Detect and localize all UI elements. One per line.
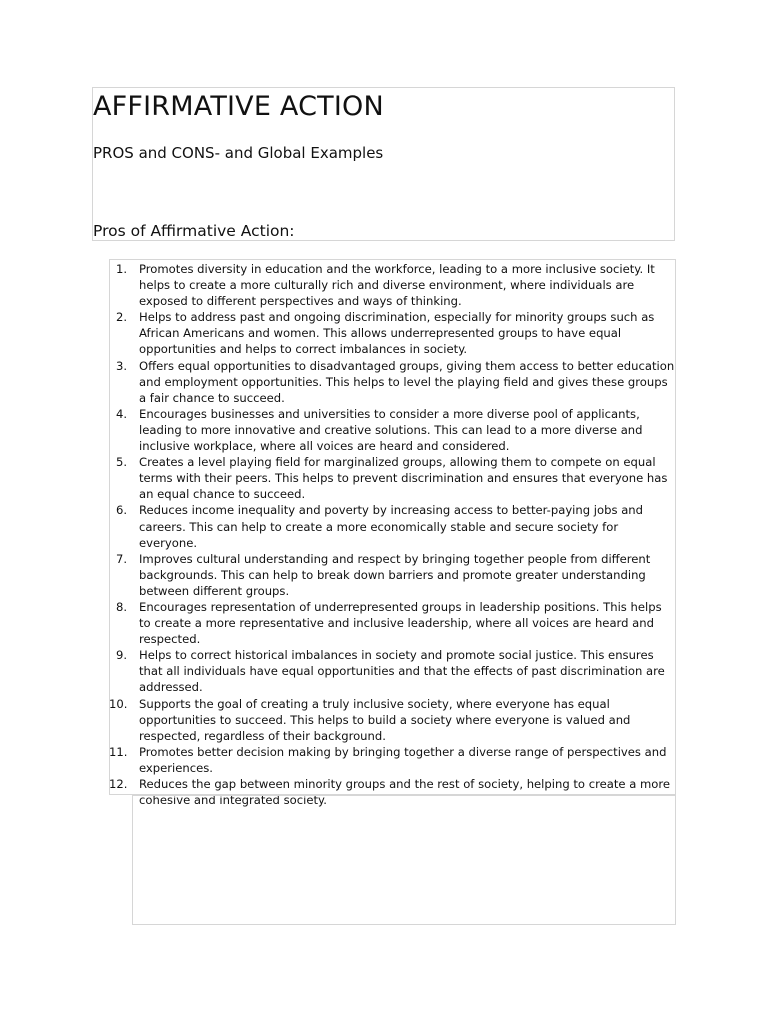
list-item-text: Encourages representation of underrepresented groups in leadership positions. This helps to create a more representative and inclusive leadership, where all voices are heard and respected. bbox=[139, 599, 662, 647]
list-item bbox=[109, 309, 676, 357]
list-item-text: Supports the goal of creating a truly inclusive society, where everyone has equal opportunities to succeed. This helps to build a society where everyone is valued and respected, regardless of their background. bbox=[139, 696, 631, 743]
list-item bbox=[109, 358, 676, 406]
section-heading-pros: Pros of Affirmative Action: bbox=[93, 222, 295, 240]
list-item-number: 11. bbox=[109, 744, 128, 759]
pros-list bbox=[109, 261, 676, 808]
empty-text-box bbox=[132, 795, 676, 925]
list-item-number: 10. bbox=[109, 696, 128, 711]
list-item bbox=[109, 744, 676, 776]
list-item-number: 5. bbox=[115, 455, 127, 470]
list-item-number: 4. bbox=[115, 406, 127, 421]
list-item bbox=[109, 454, 676, 502]
document-title: AFFIRMATIVE ACTION bbox=[93, 91, 384, 122]
list-item-text: Reduces the gap between minority groups and the rest of society, helping to create a more cohesive and integrated society. bbox=[139, 777, 671, 808]
list-item bbox=[109, 599, 676, 647]
list-item-number: 3. bbox=[115, 358, 127, 373]
list-item-text: Reduces income inequality and poverty by increasing access to better-paying jobs and careers. This can help to create a more economically stable and secure society for everyone. bbox=[139, 503, 644, 550]
list-item-text: Offers equal opportunities to disadvantaged groups, giving them access to better education and employment opportunities. This helps to level the playing field and gives these groups a fair chance to succeed. bbox=[139, 358, 675, 405]
list-item-number: 12. bbox=[109, 777, 128, 791]
list-item-text: Improves cultural understanding and respect by bringing together people from different backgrounds. This can help to break down barriers and promote greater understanding between different groups. bbox=[139, 551, 651, 598]
list-item bbox=[109, 696, 676, 744]
list-item bbox=[109, 647, 676, 695]
list-item bbox=[109, 551, 676, 599]
list-item-number: 1. bbox=[115, 262, 127, 276]
list-item-text: Creates a level playing field for marginalized groups, allowing them to compete on equal terms with their peers. This helps to prevent discrimination and ensures that everyone has an equal chance to succeed. bbox=[139, 455, 668, 502]
list-item-number: 2. bbox=[115, 310, 127, 325]
list-item-text: Promotes diversity in education and the workforce, leading to a more inclusive society. It helps to create a more culturally rich and diverse environment, where individuals are exposed to different perspectives and ways of thinking. bbox=[139, 262, 655, 309]
list-item bbox=[109, 406, 676, 454]
document-subtitle: PROS and CONS- and Global Examples bbox=[93, 144, 384, 162]
list-item-number: 7. bbox=[115, 551, 127, 566]
list-item-text: Promotes better decision making by bringing together a diverse range of perspectives and experiences. bbox=[139, 744, 667, 775]
list-item-number: 8. bbox=[115, 599, 127, 614]
list-item bbox=[109, 502, 676, 550]
list-item bbox=[109, 261, 676, 309]
list-item-text: Helps to correct historical imbalances in society and promote social justice. This ensures that all individuals have equal opportunities and that the effects of past discrimination are addressed. bbox=[139, 648, 665, 695]
list-item-number: 9. bbox=[115, 648, 127, 663]
list-item-text: Encourages businesses and universities to consider a more diverse pool of applicants, leading to more innovative and creative solutions. This can lead to a more diverse and inclusive workplace, where all voices are heard and considered. bbox=[139, 406, 643, 454]
list-item-number: 6. bbox=[115, 503, 127, 518]
list-item-text: Helps to address past and ongoing discrimination, especially for minority groups such as African Americans and women. This allows underrepresented groups to have equal opportunities and helps to correct imbalances in society. bbox=[139, 310, 655, 357]
